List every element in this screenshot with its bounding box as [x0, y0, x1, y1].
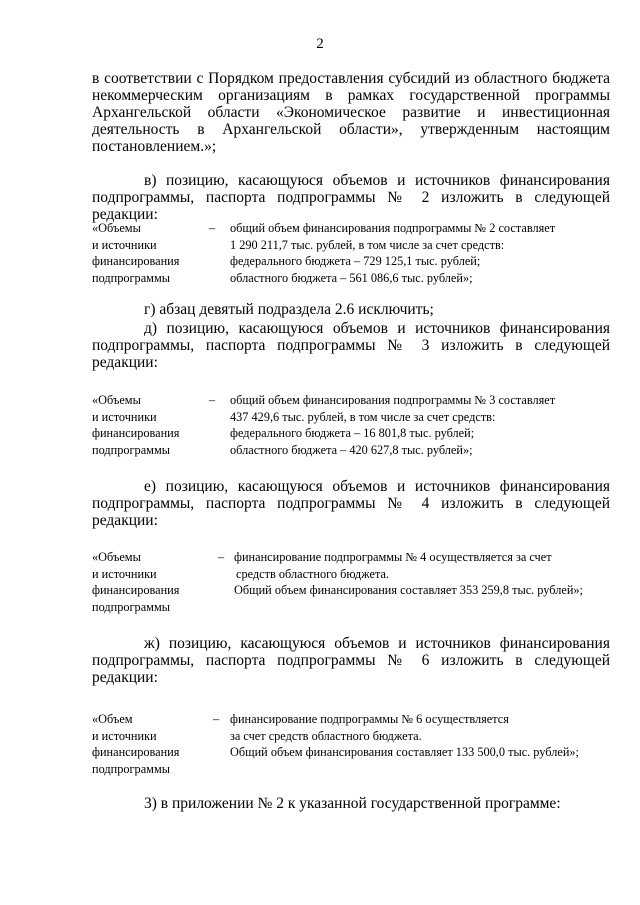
text-line: некоммерческим организациям в рамках государственной программы: [92, 87, 610, 104]
block-value: финансирование подпрограммы № 4 осуществляется за счет средств областного бюджета. Общий объем финансирования составляет 353 259,8 тыс. рублей»;: [234, 550, 583, 597]
text-line: редакции:: [92, 512, 158, 529]
text-line: д) позицию, касающуюся объемов и источников финансирования: [144, 320, 610, 337]
page-number: 2: [316, 36, 324, 52]
block-dash: –: [218, 550, 225, 564]
block-dash: –: [209, 393, 216, 407]
block-label: «Объем и источники финансирования подпрограммы: [92, 712, 180, 776]
paragraph-e: [92, 478, 610, 529]
text-line: подпрограммы, паспорта подпрограммы № 6 изложить в следующей: [92, 652, 610, 669]
text-line: е) позицию, касающуюся объемов и источников финансирования: [144, 478, 610, 495]
paragraph-v: [92, 172, 610, 223]
block-dash: –: [209, 221, 216, 235]
text-line: 3) в приложении № 2 к указанной государственной программе:: [144, 795, 561, 812]
text-line: ж) позицию, касающуюся объемов и источников финансирования: [144, 635, 610, 652]
text-line: в соответствии с Порядком предоставления субсидий из областного бюджета: [92, 70, 610, 87]
text-line: Архангельской области «Экономическое развитие и инвестиционная: [92, 104, 610, 121]
funding-block-3: [92, 392, 622, 462]
funding-block-4: [92, 549, 622, 619]
paragraph-g: [92, 301, 610, 318]
block-label: «Объемы и источники финансирования подпрограммы: [92, 393, 180, 457]
block-label: «Объемы и источники финансирования подпрограммы: [92, 221, 180, 285]
paragraph-zh: [92, 635, 610, 686]
text-line: постановлением.»;: [92, 138, 217, 155]
text-line: подпрограммы, паспорта подпрограммы № 3 изложить в следующей: [92, 337, 610, 354]
funding-block-2: [92, 220, 622, 290]
text-line: подпрограммы, паспорта подпрограммы № 2 изложить в следующей редакции:: [92, 189, 610, 223]
intro-paragraph: [92, 70, 610, 155]
paragraph-d: [92, 320, 610, 371]
block-dash: –: [213, 712, 220, 726]
text-line: г) абзац девятый подраздела 2.6 исключить;: [144, 301, 434, 318]
text-line: подпрограммы, паспорта подпрограммы № 4 изложить в следующей: [92, 495, 610, 512]
block-value: финансирование подпрограммы № 6 осуществляется за счет средств областного бюджета. Общий объем финансирования составляет 133 500,0 тыс. рублей»;: [230, 712, 579, 759]
text-line: редакции:: [92, 354, 158, 371]
text-line: деятельность в Архангельской области», утвержденным настоящим: [92, 121, 610, 138]
block-value: общий объем финансирования подпрограммы № 2 составляет 1 290 211,7 тыс. рублей, в том числе за счет средств: федерального бюджета – 729 125,1 тыс. рублей; областного бюджета – 561 086,6 тыс. рублей»;: [230, 221, 556, 285]
paragraph-3: [92, 795, 610, 812]
text-line: в) позицию, касающуюся объемов и источников финансирования: [144, 172, 610, 189]
block-label: «Объемы и источники финансирования подпрограммы: [92, 550, 180, 614]
funding-block-6: [92, 711, 622, 781]
block-value: общий объем финансирования подпрограммы № 3 составляет 437 429,6 тыс. рублей, в том числе за счет средств: федерального бюджета – 16 801,8 тыс. рублей; областного бюджета – 420 627,8 тыс. рублей»;: [230, 393, 556, 457]
text-line: редакции:: [92, 669, 158, 686]
